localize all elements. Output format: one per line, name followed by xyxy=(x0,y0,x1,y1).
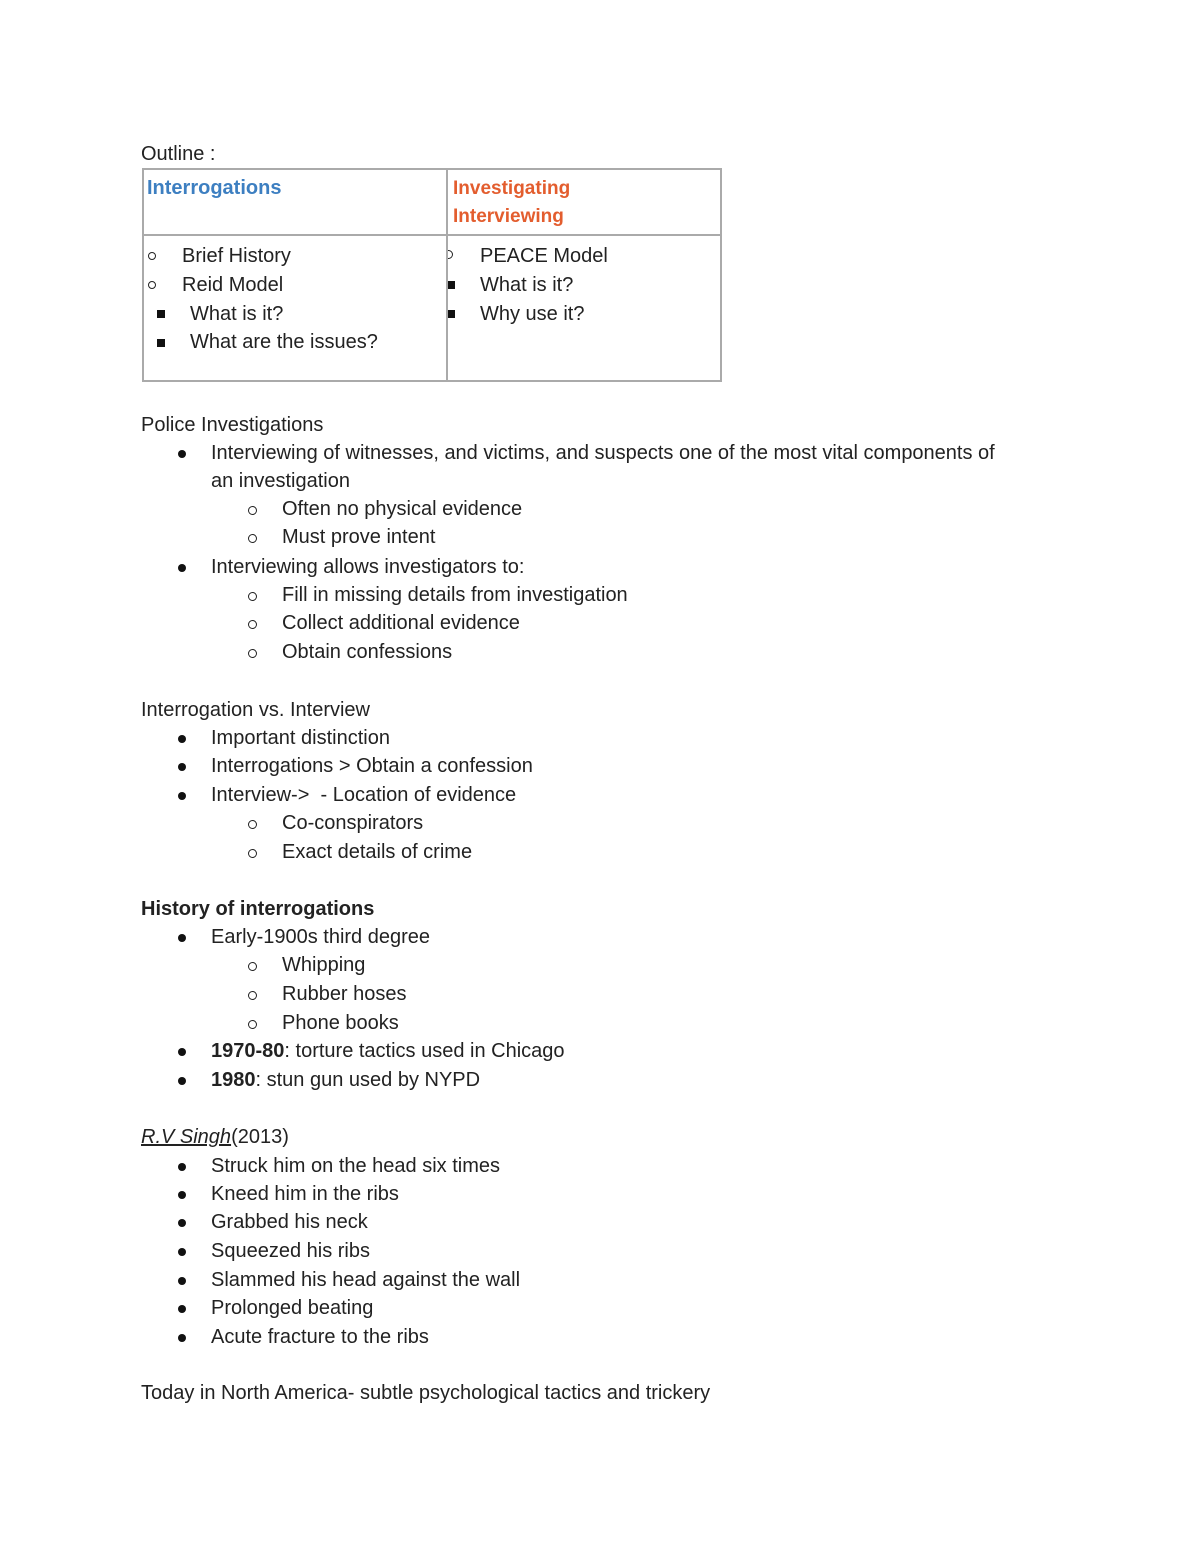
list-item: Kneed him in the ribs xyxy=(211,1183,399,1205)
bullet-icon xyxy=(178,792,186,800)
outline-right-item: What is it? xyxy=(480,274,574,296)
sub-list-item: Must prove intent xyxy=(282,526,436,548)
list-item-text: : torture tactics used in Chicago xyxy=(284,1040,565,1062)
sub-list-item: Often no physical evidence xyxy=(282,498,523,520)
square-marker-icon xyxy=(448,310,455,318)
bullet-icon xyxy=(178,1077,186,1085)
list-item: Prolonged beating xyxy=(211,1297,374,1319)
section-heading-singh-case xyxy=(141,1125,289,1149)
sub-list-item: Whipping xyxy=(282,954,366,976)
sub-list-item: Fill in missing details from investigation xyxy=(282,584,628,606)
sub-bullet-icon xyxy=(248,506,257,515)
table-border-mid xyxy=(142,234,722,236)
hollow-circle-marker-icon xyxy=(148,281,156,289)
list-item: Squeezed his ribs xyxy=(211,1240,370,1262)
bullet-icon xyxy=(178,450,186,458)
section-heading-interrogation-vs-interview: Interrogation vs. Interview xyxy=(141,699,370,721)
sub-bullet-icon xyxy=(248,991,257,1000)
square-marker-icon xyxy=(157,339,165,347)
bullet-icon xyxy=(178,735,186,743)
list-item: Interview-> - Location of evidence xyxy=(211,784,517,806)
outline-table xyxy=(142,168,722,382)
table-header-interviewing: Interviewing xyxy=(453,206,564,227)
sub-list-item: Exact details of crime xyxy=(282,841,473,863)
sub-list-item: Co-conspirators xyxy=(282,812,424,834)
list-item xyxy=(211,1039,565,1063)
table-border-bottom xyxy=(142,380,722,382)
outline-right-item: PEACE Model xyxy=(480,245,608,267)
sub-bullet-icon xyxy=(248,962,257,971)
bullet-icon xyxy=(178,1163,186,1171)
closing-paragraph: Today in North America- subtle psychological tactics and trickery xyxy=(141,1382,711,1404)
outline-left-item: Brief History xyxy=(182,245,291,267)
table-border-divider xyxy=(446,168,448,382)
bullet-icon xyxy=(178,934,186,942)
sub-list-item: Collect additional evidence xyxy=(282,612,520,634)
outline-left-item: What are the issues? xyxy=(190,331,378,353)
list-item: Interrogations > Obtain a confession xyxy=(211,755,533,777)
list-item: Slammed his head against the wall xyxy=(211,1269,521,1291)
list-item: Important distinction xyxy=(211,727,390,749)
bullet-icon xyxy=(178,1048,186,1056)
outline-label: Outline : xyxy=(141,143,216,165)
bullet-icon xyxy=(178,1219,186,1227)
table-header-investigating: Investigating xyxy=(453,178,571,199)
case-name: R.V Singh xyxy=(141,1126,232,1148)
section-heading-police-investigations: Police Investigations xyxy=(141,414,324,436)
list-item: Struck him on the head six times xyxy=(211,1155,501,1177)
sub-bullet-icon xyxy=(248,649,257,658)
table-border-left xyxy=(142,168,144,382)
bullet-icon xyxy=(178,1191,186,1199)
list-item: Interviewing allows investigators to: xyxy=(211,556,525,578)
list-item-bold: 1980 xyxy=(211,1069,256,1091)
bullet-icon xyxy=(178,564,186,572)
sub-bullet-icon xyxy=(248,1020,257,1029)
list-item xyxy=(211,1068,480,1092)
case-year: (2013) xyxy=(231,1126,289,1148)
hollow-circle-marker-icon xyxy=(148,252,156,260)
section-heading-history: History of interrogations xyxy=(141,898,375,920)
list-item: Acute fracture to the ribs xyxy=(211,1326,429,1348)
list-item: Grabbed his neck xyxy=(211,1211,368,1233)
bullet-icon xyxy=(178,1334,186,1342)
bullet-icon xyxy=(178,763,186,771)
sub-bullet-icon xyxy=(248,849,257,858)
list-item: Interviewing of witnesses, and victims, and suspects one of the most vital components of xyxy=(211,442,995,464)
list-item-bold: 1970-80 xyxy=(211,1040,285,1062)
table-border-top xyxy=(142,168,722,170)
sub-bullet-icon xyxy=(248,620,257,629)
square-marker-icon xyxy=(448,281,455,289)
square-marker-icon xyxy=(157,310,165,318)
bullet-icon xyxy=(178,1248,186,1256)
outline-left-item: Reid Model xyxy=(182,274,284,296)
bullet-icon xyxy=(178,1277,186,1285)
sub-bullet-icon xyxy=(248,820,257,829)
sub-list-item: Rubber hoses xyxy=(282,983,407,1005)
clipped-circle-marker-icon xyxy=(448,248,454,262)
sub-list-item: Phone books xyxy=(282,1012,399,1034)
bullet-icon xyxy=(178,1305,186,1313)
list-item: Early-1900s third degree xyxy=(211,926,431,948)
list-item-continuation: an investigation xyxy=(211,470,350,492)
sub-bullet-icon xyxy=(248,534,257,543)
table-border-right xyxy=(720,168,722,382)
sub-bullet-icon xyxy=(248,592,257,601)
table-header-interrogations: Interrogations xyxy=(147,177,282,199)
list-item-text: : stun gun used by NYPD xyxy=(255,1069,481,1091)
sub-list-item: Obtain confessions xyxy=(282,641,453,663)
outline-right-item: Why use it? xyxy=(480,303,585,325)
outline-left-item: What is it? xyxy=(190,303,284,325)
